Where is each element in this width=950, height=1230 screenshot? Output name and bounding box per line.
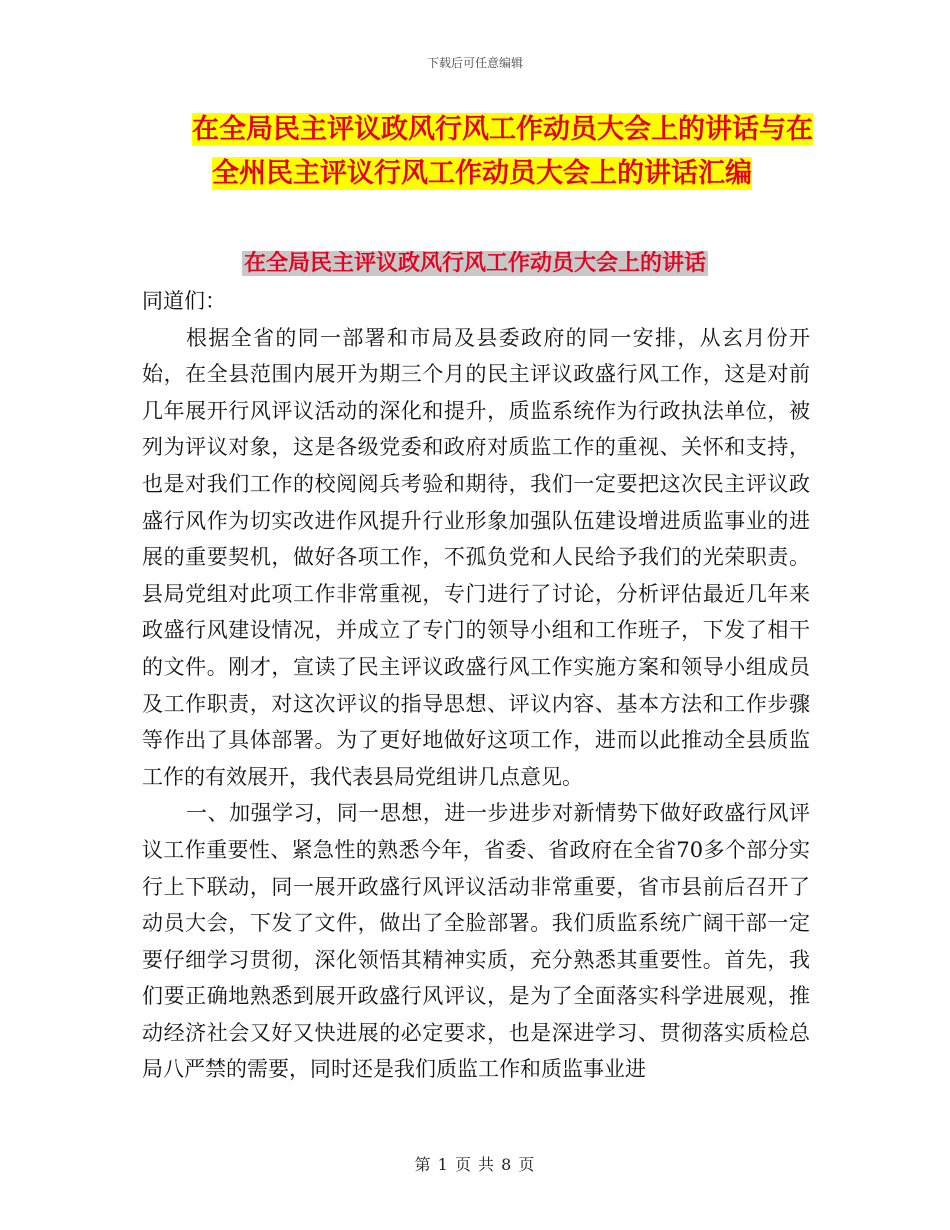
paragraph-2: 一、加强学习，同一思想，进一步进步对新情势下做好政盛行风评议工作重要性、紧急性的熟悉今年，省委、省政府在全省70多个部分实行上下联动，同一展开政盛行风评议活动非常重要，省市县前后召开了动员大会，下发了文件，做出了全脸部署。我们质监系统广阔干部一定要仔细学习贯彻，深化领悟其精神实质，充分熟悉其重要性。首先，我们要正确地熟悉到展开政盛行风评议，是为了全面落实科学进展观，推动经济社会又好又快进展的必定要求，也是深进学习、贯彻落实质检总局八严禁的需要，同时还是我们质监工作和质监事业进	[142, 801, 810, 1082]
document-title	[140, 108, 820, 196]
section-title-text: 在全局民主评议政风行风工作动员大会上的讲话	[243, 251, 706, 276]
title-line-2	[140, 152, 820, 196]
page-footer: 第 1 页 共 8 页	[414, 1155, 536, 1174]
title-line-2-text: 全州民主评议行风工作动员大会上的讲话汇编	[212, 158, 752, 189]
title-line-1-text: 在全局民主评议政风行风工作动员大会上的讲话与在	[192, 114, 813, 145]
body-text	[142, 283, 810, 1088]
header-note: 下载后可任意编辑	[426, 56, 523, 70]
salutation: 同道们：	[142, 289, 226, 313]
paragraph-1: 根据全省的同一部署和市局及县委政府的同一安排，从玄月份开始，在全县范围内展开为期三个月的民主评议政盛行风工作，这是对前几年展开行风评议活动的深化和提升，质监系统作为行政执法单位，被列为评议对象，这是各级党委和政府对质监工作的重视、关怀和支持，也是对我们工作的校阅阅兵考验和期待，我们一定要把这次民主评议政盛行风作为切实改进作风提升行业形象加强队伍建设增进质监事业的进展的重要契机，做好各项工作，不孤负党和人民给予我们的光荣职责。县局党组对此项工作非常重视，专门进行了讨论，分析评估最近几年来政盛行风建设情况，并成立了专门的领导小组和工作班子，下发了相干的文件。刚才，宣读了民主评议政盛行风工作实施方案和领导小组成员及工作职责，对这次评议的指导思想、评议内容、基本方法和工作步骤等作出了具体部署。为了更好地做好这项工作，进而以此推动全县质监工作的有效展开，我代表县局党组讲几点意见。	[142, 325, 810, 789]
title-line-1	[140, 108, 820, 152]
section-title	[0, 248, 950, 280]
